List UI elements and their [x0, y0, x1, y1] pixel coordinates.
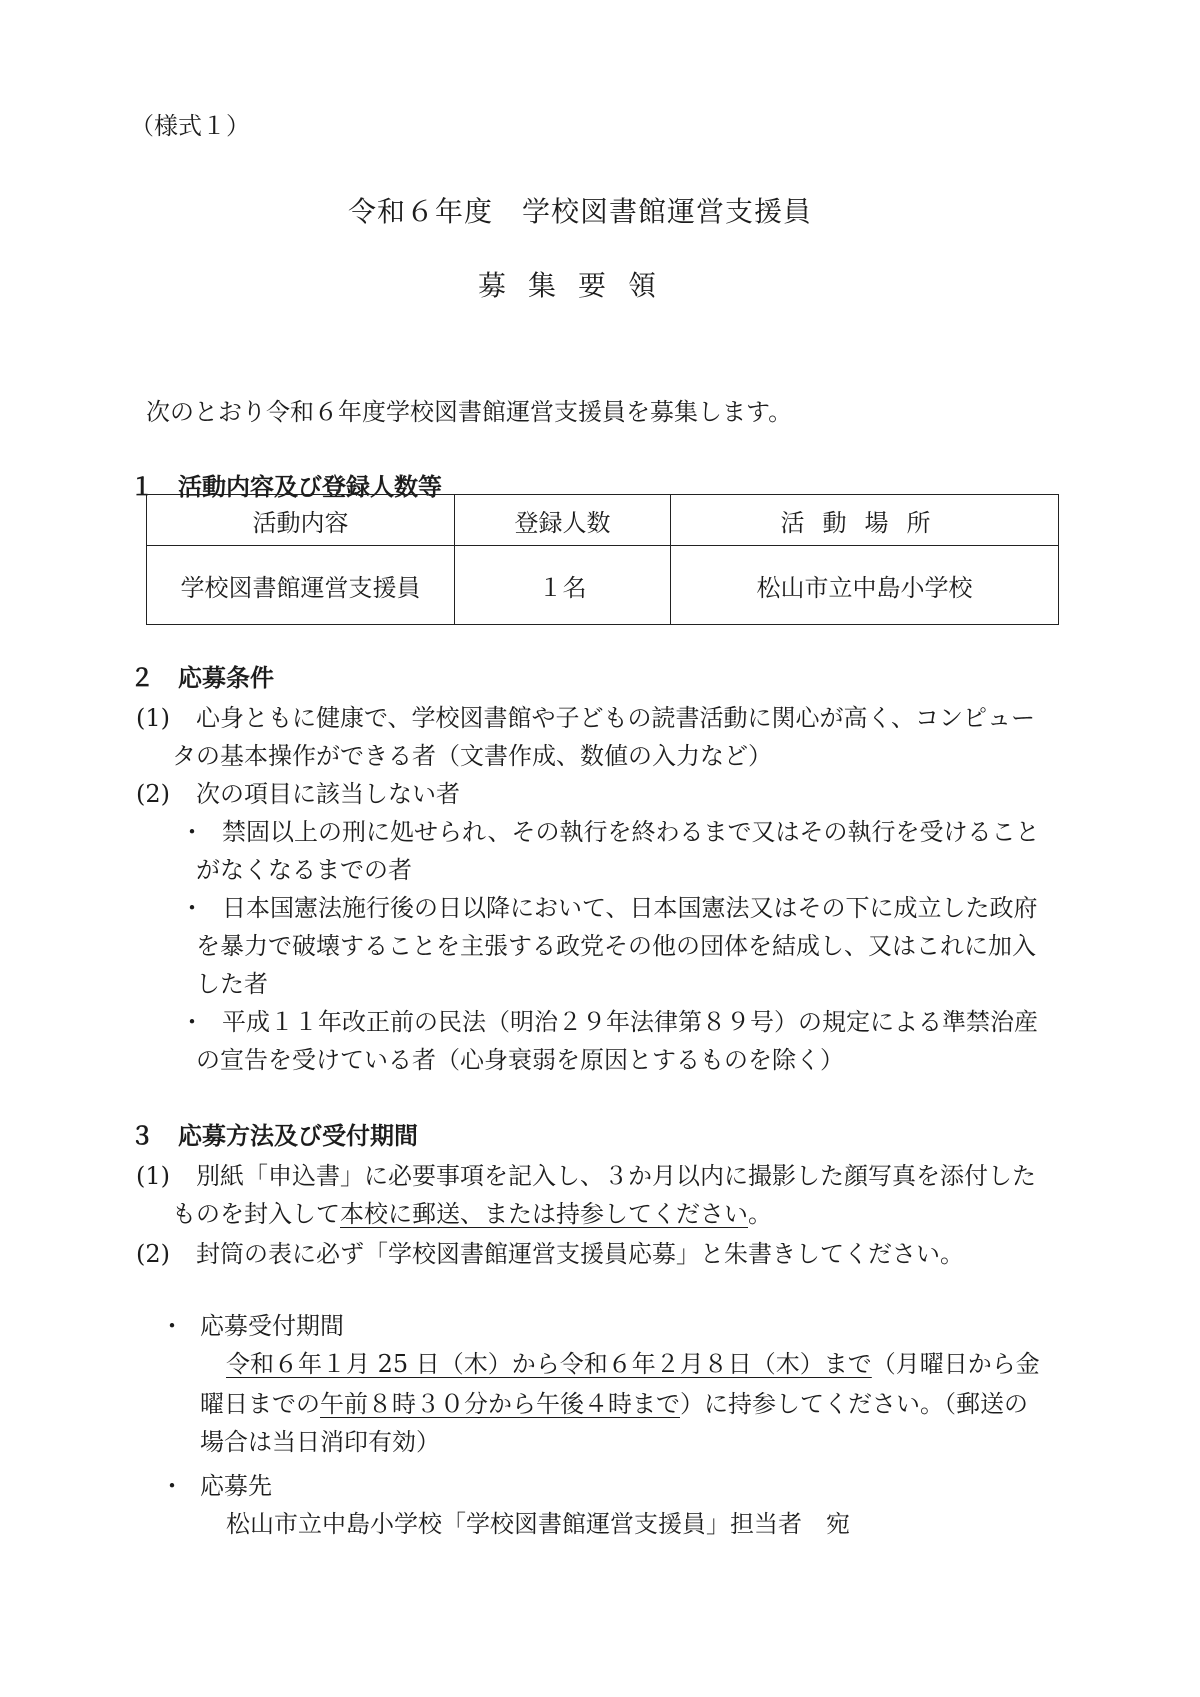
text-segment: ものを封入して — [172, 1200, 340, 1228]
period-text — [200, 1388, 1028, 1420]
destination-text: 松山市立中島小学校「学校図書館運営支援員」担当者 宛 — [226, 1510, 850, 1538]
list-item-text: 次の項目に該当しない者 — [196, 780, 460, 808]
table-header-row — [147, 495, 1059, 546]
period-text — [226, 1348, 1040, 1380]
text-segment: ）に持参してください。（郵送の — [680, 1390, 1028, 1418]
list-item-text: 禁固以上の刑に処せられ、その執行を終わるまで又はその執行を受けること — [222, 818, 1040, 846]
document-title: 令和６年度 学校図書館運営支援員 — [348, 195, 813, 228]
intro-text: 次のとおり令和６年度学校図書館運営支援員を募集します。 — [146, 398, 793, 426]
underlined-text: 本校に郵送、または持参してください — [340, 1200, 748, 1228]
list-item-text: 心身ともに健康で、学校図書館や子どもの読書活動に関心が高く、コンピュー — [196, 704, 1036, 732]
list-item-text: 平成１１年改正前の民法（明治２９年法律第８９号）の規定による準禁治産 — [222, 1008, 1038, 1036]
period-label: 応募受付期間 — [200, 1312, 344, 1340]
section2-heading: ２ 応募条件 — [130, 663, 274, 692]
list-item-text: 封筒の表に必ず「学校図書館運営支援員応募」と朱書きしてください。 — [196, 1240, 964, 1268]
destination-label: 応募先 — [200, 1472, 272, 1500]
bullet: ・ — [180, 894, 204, 922]
table-header-cell: 活動内容 — [147, 495, 455, 546]
period-text: 場合は当日消印有効） — [200, 1428, 440, 1456]
table-header-cell: 登録人数 — [455, 495, 671, 546]
text-segment: （月曜日から金 — [871, 1350, 1040, 1378]
bullet: ・ — [160, 1312, 184, 1340]
list-item-text: した者 — [196, 970, 268, 998]
list-number: (2) — [136, 780, 170, 808]
list-number: (1) — [136, 1162, 170, 1190]
table-cell: １名 — [455, 546, 671, 625]
list-number: (1) — [136, 704, 170, 732]
document-subtitle: 募集要領 — [478, 269, 679, 302]
underlined-text: 令和６年１月 25 日（木）から令和６年２月８日（木）まで — [226, 1350, 872, 1378]
list-item-text — [172, 1198, 772, 1230]
list-item-text: 日本国憲法施行後の日以降において、日本国憲法又はその下に成立した政府 — [222, 894, 1038, 922]
form-label: （様式１） — [130, 112, 250, 140]
list-item-text: の宣告を受けている者（心身衰弱を原因とするものを除く） — [196, 1046, 844, 1074]
section3-heading: ３ 応募方法及び受付期間 — [130, 1121, 418, 1150]
bullet: ・ — [180, 818, 204, 846]
list-item-text: タの基本操作ができる者（文書作成、数値の入力など） — [172, 742, 772, 770]
list-item-text: を暴力で破壊することを主張する政党その他の団体を結成し、又はこれに加入 — [196, 932, 1036, 960]
bullet: ・ — [180, 1008, 204, 1036]
activity-table — [146, 494, 1059, 625]
table-row — [147, 546, 1059, 625]
list-item-text: 別紙「申込書」に必要事項を記入し、３か月以内に撮影した顔写真を添付した — [196, 1162, 1036, 1190]
text-segment: 曜日までの — [200, 1390, 320, 1418]
bullet: ・ — [160, 1472, 184, 1500]
section1-heading: １ 活動内容及び登録人数等 — [130, 472, 442, 501]
table-cell: 松山市立中島小学校 — [671, 546, 1059, 625]
list-item-text: がなくなるまでの者 — [196, 856, 412, 884]
list-number: (2) — [136, 1240, 170, 1268]
underlined-text: 午前８時３０分から午後４時まで — [320, 1390, 680, 1418]
text-segment: 。 — [748, 1200, 772, 1228]
table-cell: 学校図書館運営支援員 — [147, 546, 455, 625]
table-header-cell: 活動場所 — [671, 495, 1059, 546]
